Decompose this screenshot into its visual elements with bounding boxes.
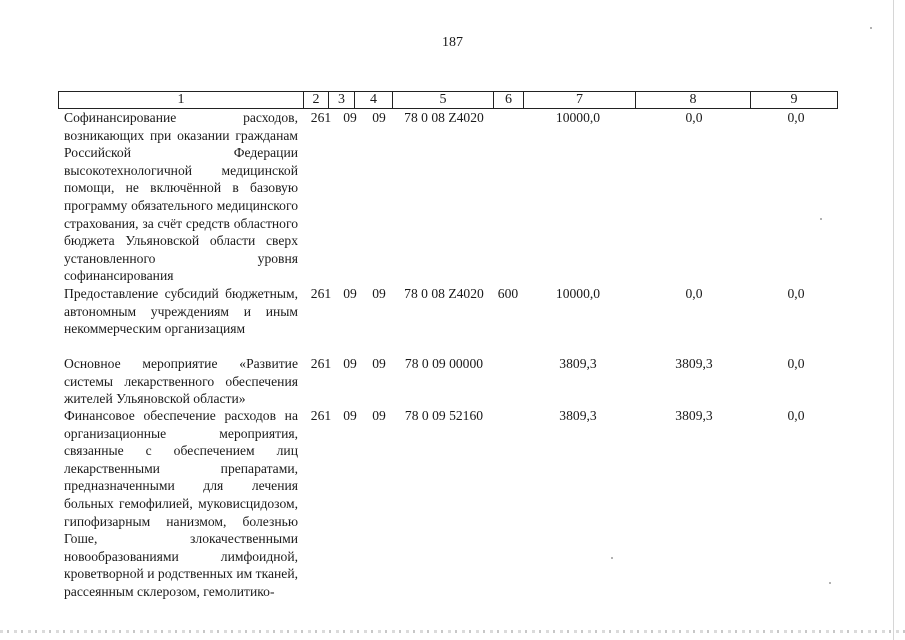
scan-speck bbox=[820, 218, 822, 220]
row-col-5: 78 0 09 00000 bbox=[404, 356, 484, 371]
row-col-8: 0,0 bbox=[685, 110, 703, 125]
row-col-5: 78 0 08 Z4020 bbox=[404, 286, 484, 301]
scan-speck bbox=[870, 27, 872, 29]
row-col-4: 09 bbox=[372, 356, 386, 371]
row-description: Основное мероприятие «Развитие системы лекарственного обеспечения жителей Ульяновской области» bbox=[64, 356, 298, 407]
column-header-8: 8 bbox=[636, 92, 751, 108]
row-col-9: 0,0 bbox=[787, 408, 805, 423]
row-description: Софинансирование расходов, возникающих при оказании гражданам Российской Федерации высокотехнологичной медицинской помощи, не включённой в базовую программу обязательного медицинского страхования, за счёт средств областного бюджета Ульяновской области сверх установленного уровня софинансирования bbox=[64, 110, 298, 284]
scan-speck bbox=[829, 582, 831, 584]
scan-artifact-strip bbox=[0, 630, 905, 633]
row-col-8: 3809,3 bbox=[675, 408, 713, 423]
column-header-5: 5 bbox=[393, 92, 494, 108]
row-col-7: 3809,3 bbox=[559, 408, 597, 423]
row-col-3: 09 bbox=[343, 110, 357, 125]
row-col-4: 09 bbox=[372, 110, 386, 125]
column-header-7: 7 bbox=[524, 92, 636, 108]
column-header-1: 1 bbox=[59, 92, 304, 108]
row-col-2: 261 bbox=[310, 356, 332, 371]
row-col-2: 261 bbox=[310, 286, 332, 301]
row-col-7: 3809,3 bbox=[559, 356, 597, 371]
table-header-row bbox=[58, 91, 838, 109]
column-header-2: 2 bbox=[304, 92, 329, 108]
row-col-5: 78 0 08 Z4020 bbox=[404, 110, 484, 125]
row-col-2: 261 bbox=[310, 408, 332, 423]
row-description: Финансовое обеспечение расходов на организационные мероприятия, связанные с обеспечением лиц лекарственными препаратами, предназначенными для лечения больных гемофилией, муковисцидозом, гипофизарным нанизмом, болезнью Гоше, злокачественными новообразованиями лимфоидной, кроветворной и родственных им тканей, рассеянным склерозом, гемолитико- bbox=[64, 408, 298, 599]
row-col-7: 10000,0 bbox=[555, 286, 601, 301]
row-col-3: 09 bbox=[343, 356, 357, 371]
row-col-9: 0,0 bbox=[787, 286, 805, 301]
row-col-3: 09 bbox=[343, 408, 357, 423]
column-header-6: 6 bbox=[494, 92, 524, 108]
row-col-4: 09 bbox=[372, 408, 386, 423]
row-col-2: 261 bbox=[310, 110, 332, 125]
row-col-5: 78 0 09 52160 bbox=[404, 408, 484, 423]
row-col-6: 600 bbox=[497, 286, 519, 301]
row-description: Предоставление субсидий бюджетным, автономным учреждениям и иным некоммерческим организациям bbox=[64, 286, 298, 337]
column-header-4: 4 bbox=[355, 92, 393, 108]
row-col-8: 0,0 bbox=[685, 286, 703, 301]
column-header-3: 3 bbox=[329, 92, 355, 108]
row-col-9: 0,0 bbox=[787, 356, 805, 371]
page-edge-line bbox=[893, 0, 894, 640]
page-number: 187 bbox=[442, 35, 463, 50]
scan-speck bbox=[611, 557, 613, 559]
row-col-8: 3809,3 bbox=[675, 356, 713, 371]
row-col-4: 09 bbox=[372, 286, 386, 301]
row-col-7: 10000,0 bbox=[555, 110, 601, 125]
row-col-3: 09 bbox=[343, 286, 357, 301]
column-header-9: 9 bbox=[790, 92, 798, 107]
row-col-9: 0,0 bbox=[787, 110, 805, 125]
